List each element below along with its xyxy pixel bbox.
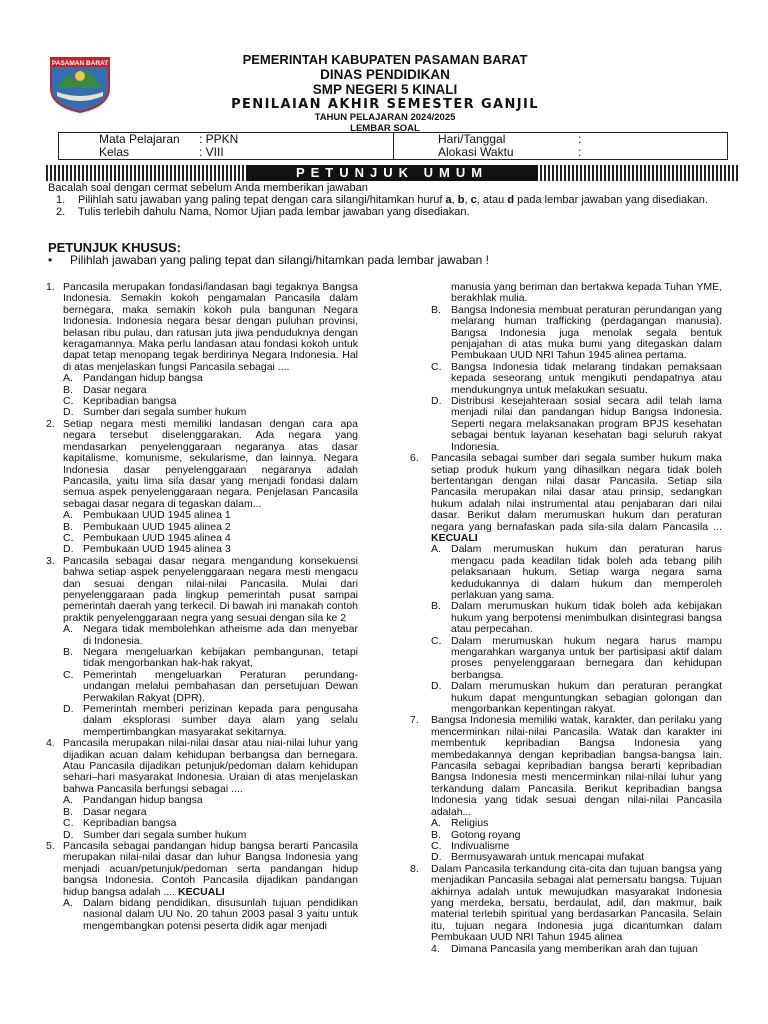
subject-value: : PPKN [199,132,239,146]
option-letter: B. [431,303,441,316]
answer-option [46,624,358,647]
class-value: : VIII [199,145,224,159]
answer-option [410,305,722,362]
info-left [59,133,393,159]
school-logo [47,54,113,114]
school-year: TAHUN PELAJARAN 2024/2025 [314,112,456,123]
dept-name: DINAS PENDIDIKAN [320,67,450,82]
answer-option [410,544,722,601]
option-text: Dimana Pancasila yang memberikan arah dan tujuan [451,942,698,955]
option-letter [431,282,451,305]
sheet-title: LEMBAR SOAL [350,123,420,134]
question-number: 7. [410,714,419,727]
question-emphasis: KECUALI [431,531,478,544]
answer-option [410,601,722,635]
option-text: Kepribadian bangsa [83,395,177,408]
option-letter: A. [63,794,73,807]
option-text: Dalam merumuskan hukum dan peraturan harus mengacu pada keadilan tidak boleh ada tebang pilih pelaksanaan hukum. Setiap warga negara sama kedudukannya di dalam hukum dan memperoleh perlakuan yang sama. [451,543,722,601]
option-text: Dasar negara [83,805,147,818]
question-number: 3. [46,554,55,567]
option-text: Kepribadian bangsa [83,817,177,830]
instructions-intro: Bacalah soal dengan cermat sebelum Anda memberikan jawaban [48,182,368,194]
exam-title: PENILAIAN AKHIR SEMESTER GANJIL [231,97,539,112]
banner-stripe-left [46,165,246,181]
question [410,864,722,944]
option-text: Pandangan hidup bangsa [83,794,203,807]
info-right [393,133,727,159]
gov-name: PEMERINTAH KABUPATEN PASAMAN BARAT [242,52,528,67]
answer-option [410,636,722,682]
option-letter: A. [63,509,73,522]
option-text: Negara mengeluarkan kebijakan pembangunan, tetapi tidak mengorbankan hak-hak rakyat, [83,646,358,670]
answer-option [46,704,358,738]
answer-option [46,510,358,521]
option-text: Dalam merumuskan hukum dan peraturan perangkat hukum dapat menguntungkan sebagian golongan dan mengorbankan kepentingan rakyat. [451,680,722,716]
option-continuation [410,282,722,305]
answer-option [46,818,358,829]
question-text: Bangsa Indonesia memiliki watak, karakter, dan perilaku yang mencerminkan nilai-nilai Pancasila. Watak dan karakter ini membentuk kepribadian Bangsa Indonesia yang membedakannya dengan kepribadian bangsa-bangsa lain. Pancasila sebagai kepribadian bangsa berarti kepribadian Bangsa Indonesia mesti mencerminkan nilai-nilai luhur yang terkandung dalam Pancasila. Berikut kepribadian bangsa Indonesia yang tidak sesuai dengan nilai-nilai Pancasila adalah... [431,714,722,818]
option-letter: D. [431,395,442,408]
question-number: 4. [46,737,55,750]
option-letter: C. [431,839,442,852]
option-letter: C. [63,817,74,830]
option-letter: D. [63,703,74,716]
option-letter: C. [63,531,74,544]
question [46,419,358,510]
question [410,715,722,818]
option-text: Bangsa Indonesia tidak melarang tindakan pemaksaan kepada seseorang untuk mengikuti pendapatnya atau mendukungnya untuk melakukan sesuatu. [451,360,722,396]
question [410,453,722,544]
exam-info-table [58,132,728,160]
option-letter: B. [63,520,73,533]
option-text: Negara tidak membolehkan atheisme ada dan menyebar di Indonesia. [83,623,358,647]
duration-value: : [578,145,582,159]
option-text: Pemerintah mengeluarkan Peraturan perundang-undangan melalui pembahasan dan persetujuan Dewan Perwakilan Rakyat (DPR). [83,668,358,704]
option-text: Pembukaan UUD 1945 alinea 4 [83,531,231,544]
question [46,841,358,898]
option-text: Dalam merumuskan hukum tidak boleh ada kebijakan hukum yang berpotensi menimbulkan disintegrasi bangsa atau perpecahan. [451,600,722,636]
option-letter: A. [431,543,441,556]
option-text: Sumber dari segala sumber hukum [83,828,247,841]
option-letter: A. [63,623,73,636]
answer-option [410,818,722,829]
option-text: Distribusi kesejahteraan sosial secara adil telah lama menjadi nilai dan pandangan hidup Bangsa Indonesia. Seperti negara melaksanakan program BPJS kesehatan sebagai bentuk layanan kesehatan bagi seluruh rakyat Indonesia. [451,395,722,453]
answer-option [410,362,722,396]
question-text: Pancasila sebagai sumber dari segala sumber hukum maka setiap produk hukum yang dihasilkan negara tidak boleh bertentangan dengan nilai dasar Pancasila. Setiap sila Pancasila merupakan nilai dasar atau prinsip, sedangkan hukum adalah nilai instrumental atau penjabaran dari nilai dasar. Berikut dalam merumuskan hukum dan peraturan negara yang bernafaskan pada sila-sila dalam Pancasila ... KECUALI [431,452,722,544]
question-number: 6. [410,452,419,465]
bullet-icon: • [48,253,53,267]
question [46,556,358,624]
answer-option [410,944,722,955]
option-letter: C. [431,360,442,373]
option-text: Bangsa Indonesia membuat peraturan perundangan yang melarang human trafficking (perdagangan manusia). Bangsa Indonesia juga menolak segala bentuk penjajahan di atas muka bumi yang ditegaskan dalam Pembukaan UUD NRI Tahun 1945 alinea pertama. [451,303,722,362]
option-letter: A. [63,372,73,385]
option-letter: C. [63,668,74,681]
option-letter: B. [63,646,73,658]
question-number: 5. [46,839,55,852]
option-text: Dalam bidang pendidikan, disusunlah tujuan pendidikan nasional dalam UU No. 20 tahun 2003 pasal 3 yaitu untuk mengembangkan potensi peserta didik agar menjadi [83,896,358,932]
subject-label: Mata Pelajaran [99,132,180,146]
option-letter: 4. [431,942,440,955]
question-text: Pancasila merupakan fondasi/landasan bagi tegaknya Bangsa Indonesia. Semakin kokoh pengamalan Pancasila dalam bernegara, maka semakin kokoh pula bangunan Negara Indonesia. Indonesia negara besar dengan puluhan provinsi, belasan ribu pulau, dan ratusan juta jiwa penduduknya dengan keragamannya. Maka perlu landasan atau fondasi kokoh untuk dapat tetap menopang tegak berdirinya Negara Indonesia. Hal di atas menjelaskan fungsi Pancasila sebagai .... [63,281,358,373]
date-value: : [578,132,582,146]
answer-option [46,898,358,932]
question-number: 8. [410,862,419,875]
duration-label: Alokasi Waktu [438,145,514,159]
option-text: Dalam merumuskan hukum negara harus mampu mengarahkan warganya untuk ber partisipasi aktif dalam proses penyelenggaraan bernegara dan kehidupan berbangsa. [451,634,722,681]
option-text: Pemerintah memberi perizinan kepada para pengusaha dalam eksplorasi sumber daya alam yang selalu mempertimbangkan masyarakat sekitarnya. [83,703,358,738]
option-text: Indivualisme [451,839,510,852]
option-letter: A. [63,896,73,909]
letterhead [150,52,620,134]
option-letter: B. [431,600,441,613]
question [46,282,358,373]
question-text: Pancasila merupakan nilai-nilai dasar atau niai-nilai luhur yang dijadikan acuan dalam kehidupan berbangsa dan bernegara. Atau Pancasila dijadikan petunjuk/pedoman dalam kehidupan sehari–hari masyarakat Indonesia. Uraian di atas menjelaskan bahwa Pancasila berfungsi sebagai .... [63,737,358,795]
question-emphasis: KECUALI [178,885,225,898]
option-text: Pandangan hidup bangsa [83,372,203,385]
banner-title: PETUNJUK UMUM [246,165,538,181]
question-text: Pancasila sebagai pandangan hidup bangsa berarti Pancasila merupakan nilai-nilai dasar dan luhur Bangsa Indonesia yang menjadi acuan/petunjuk/pedoman serta pandangan hidup bangsa Indonesia. Contoh Pancasila dijadikan pandangan hidup bangsa adalah .... KECUALI [63,839,358,898]
option-text: Gotong royang [451,828,521,841]
question-number: 2. [46,417,55,430]
question-text: Setiap negara mesti memiliki landasan dengan cara apa negara tersebut diselenggarakan. Ada negara yang mendasarkan penyelenggaraan negaranya atas dasar kapitalisme, komunisme, sekularisme, dan lainnya. Negara Indonesia dasar penyelenggaraan negaranya adalah Pancasila, yaitu lima sila dasar yang menjadi fondasi dalam semua aspek penyelenggaraan negara. Penjelasan Pancasila sebagai dasar negara di tegaskan dalam... [63,417,358,510]
answer-option [46,795,358,806]
instruction-item: 1. Pilihlah satu jawaban yang paling tepat dengan cara silangi/hitamkan huruf a, b, c, atau d pada lembar jawaban yang disediakan. [56,194,708,206]
option-text: Religius [451,817,489,830]
class-label: Kelas [99,145,130,159]
instruction-item: 2. Tulis terlebih dahulu Nama, Nomor Ujian pada lembar jawaban yang disediakan. [56,206,470,218]
option-letter: D. [431,851,442,864]
option-letter: B. [63,805,73,818]
specific-instruction-item: • Pilihlah jawaban yang paling tepat dan silangi/hitamkan pada lembar jawaban ! [48,253,489,267]
option-letter: D. [63,828,74,841]
option-letter: D. [431,680,442,693]
questions-left-column [46,282,358,932]
school-name: SMP NEGERI 5 KINALI [312,82,458,97]
banner-stripe-right [538,165,738,181]
option-text: Bermusyawarah untuk mencapai mufakat [451,851,645,864]
option-text: Dasar negara [83,383,147,396]
option-text: Pembukaan UUD 1945 alinea 3 [83,543,231,556]
option-letter: C. [431,634,442,647]
option-text: Pembukaan UUD 1945 alinea 2 [83,520,231,533]
general-instructions-banner [46,165,738,181]
option-text: Pembukaan UUD 1945 alinea 1 [83,509,231,522]
answer-option [410,396,722,453]
option-text: manusia yang beriman dan bertakwa kepada Tuhan YME, berakhlak mulia. [451,281,722,305]
specific-instructions-title: PETUNJUK KHUSUS: [48,240,181,255]
option-text: Sumber dari segala sumber hukum [83,406,247,419]
logo-text: PASAMAN BARAT [51,60,109,67]
questions-right-column [410,282,722,955]
answer-option [46,373,358,384]
option-letter: D. [63,543,74,556]
question-number: 1. [46,281,55,293]
answer-option [46,670,358,704]
option-letter: B. [63,383,73,396]
option-letter: D. [63,406,74,419]
option-letter: B. [431,828,441,841]
question-text: Dalam Pancasila terkandung cita-cita dan tujuan bangsa yang menjadikan Pancasila sebagai alat pemersatu bangsa. Tujuan akhirnya adalah untuk mewujudkan masyarakat Indonesia yang merdeka, bersatu, berdaulat, adil, dan makmur, baik material terlebih spiritual yang berdasarkan Pancasila. Selain itu, tujuan negara Indonesia juga dicantumkan dalam Pembukaan UUD NRI Tahun 1945 alinea [431,862,722,944]
date-label: Hari/Tanggal [438,132,506,146]
question [46,738,358,795]
option-letter: C. [63,395,74,408]
general-instructions [48,182,728,218]
answer-option [46,647,358,670]
answer-option [410,852,722,863]
answer-option [410,681,722,715]
question-text: Pancasila sebagai dasar negara mengandung konsekuensi bahwa setiap aspek penyelenggaraan negara mesti mengacu dan sesuai dengan nilai-nilai Pancasila. Mulai dari penyelenggaraan pada lingkup pemerintah pusat sampai pemerintah daerah yang terkecil. Di bawah ini manakah contoh praktik penyelenggaraan negra yang sesuai dengan sila ke 2 [63,554,358,624]
option-letter: A. [431,817,441,830]
